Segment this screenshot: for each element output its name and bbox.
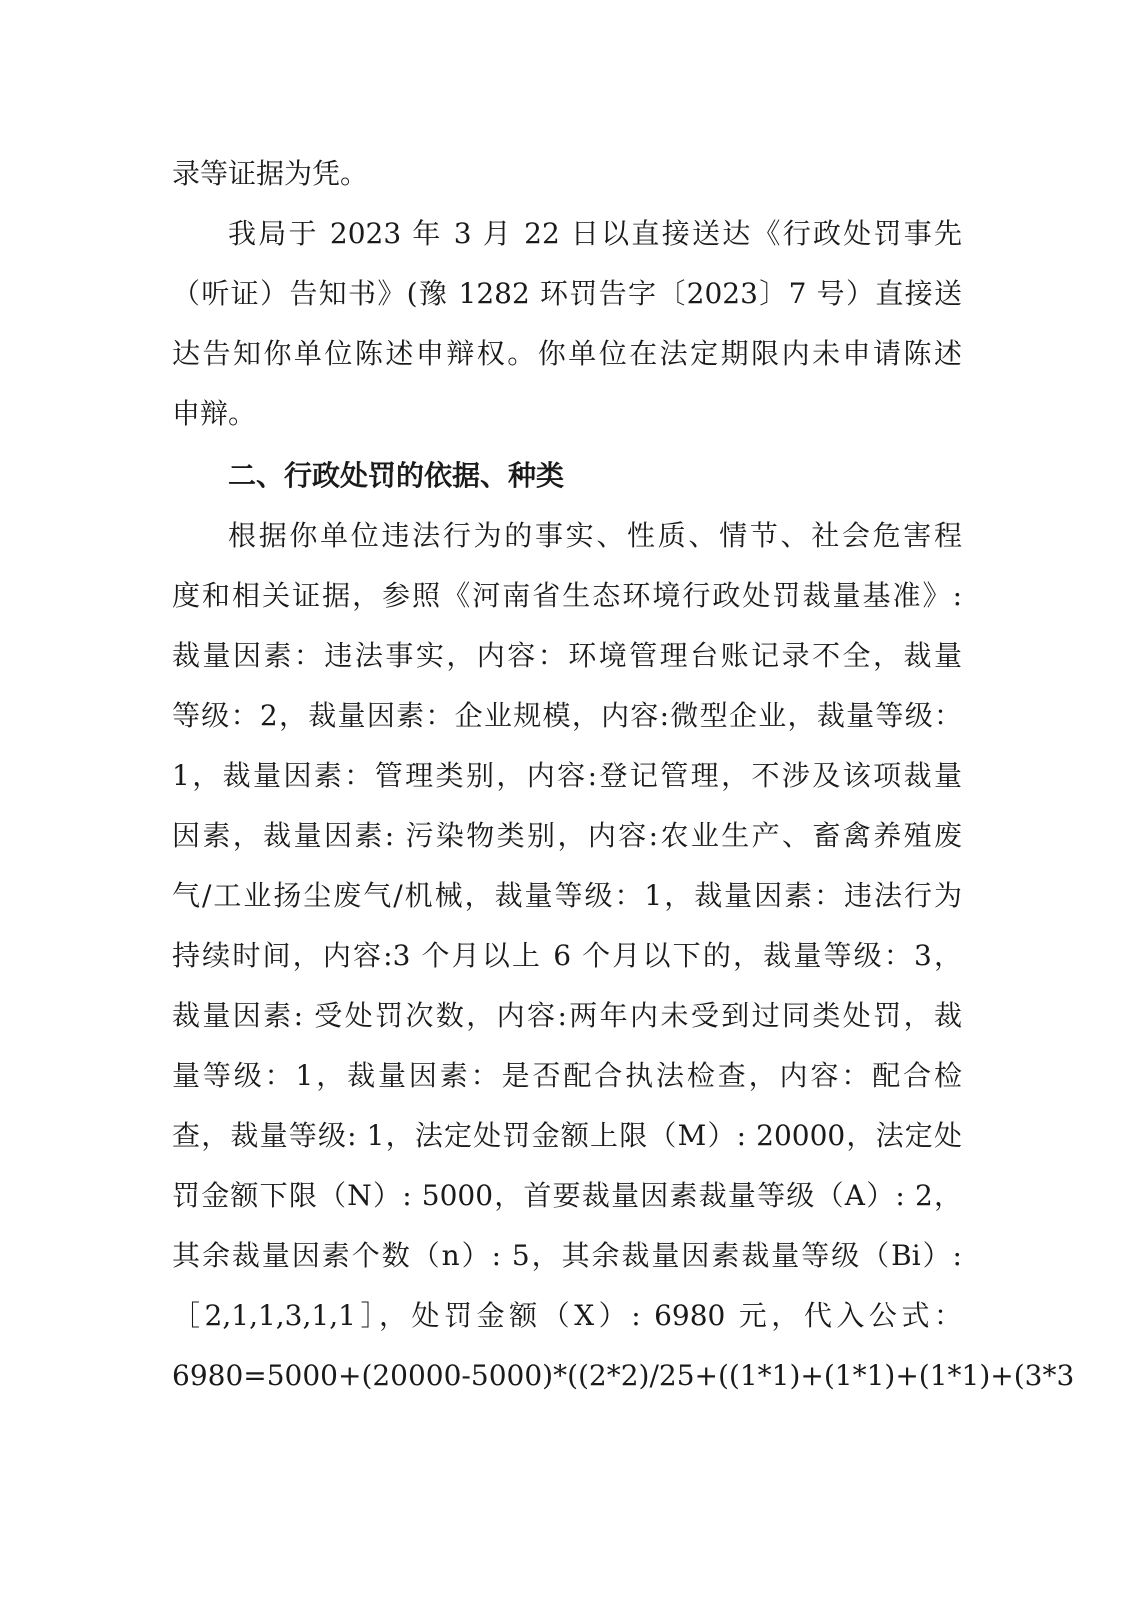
paragraph-line: 气/工业扬尘废气/机械，裁量等级：1，裁量因素：违法行为 [172, 879, 962, 912]
paragraph-line: 我局于 2023 年 3 月 22 日以直接送达《行政处罚事先 [228, 217, 962, 250]
paragraph-line: 裁量因素：违法事实，内容：环境管理台账记录不全，裁量 [172, 639, 962, 672]
paragraph-line: 裁量因素: 受处罚次数，内容:两年内未受到过同类处罚，裁 [172, 999, 962, 1032]
paragraph-line: 查，裁量等级: 1，法定处罚金额上限（M）: 20000，法定处 [172, 1119, 962, 1152]
paragraph-line: 等级：2，裁量因素：企业规模，内容:微型企业，裁量等级： [172, 699, 962, 732]
paragraph-line: （听证）告知书》(豫 1282 环罚告字〔2023〕7 号）直接送 [172, 277, 962, 310]
paragraph-line: 持续时间，内容:3 个月以上 6 个月以下的，裁量等级：3， [172, 939, 962, 972]
paragraph-line: 1，裁量因素：管理类别，内容:登记管理，不涉及该项裁量 [172, 759, 962, 792]
paragraph-line: 因素，裁量因素: 污染物类别，内容:农业生产、畜禽养殖废 [172, 819, 962, 852]
paragraph-line: ［2,1,1,3,1,1］，处罚金额（X）: 6980 元，代入公式： [172, 1299, 962, 1332]
paragraph-line: 根据你单位违法行为的事实、性质、情节、社会危害程 [228, 519, 962, 552]
paragraph-line: 罚金额下限（N）: 5000，首要裁量因素裁量等级（A）: 2， [172, 1179, 962, 1212]
paragraph-line: 度和相关证据，参照《河南省生态环境行政处罚裁量基准》: [172, 579, 962, 612]
paragraph-line: 量等级：1，裁量因素：是否配合执法检查，内容：配合检 [172, 1059, 962, 1092]
section-heading: 二、行政处罚的依据、种类 [228, 459, 565, 492]
paragraph-line: 6980=5000+(20000-5000)*((2*2)/25+((1*1)+(1*1)+(1*1)+(3*3 [172, 1359, 1075, 1392]
paragraph-line: 达告知你单位陈述申辩权。你单位在法定期限内未申请陈述 [172, 337, 962, 370]
paragraph-line: 申辩。 [172, 397, 257, 430]
paragraph-line: 其余裁量因素个数（n）: 5，其余裁量因素裁量等级（Bi）: [172, 1239, 962, 1272]
paragraph-line: 录等证据为凭。 [172, 157, 369, 190]
